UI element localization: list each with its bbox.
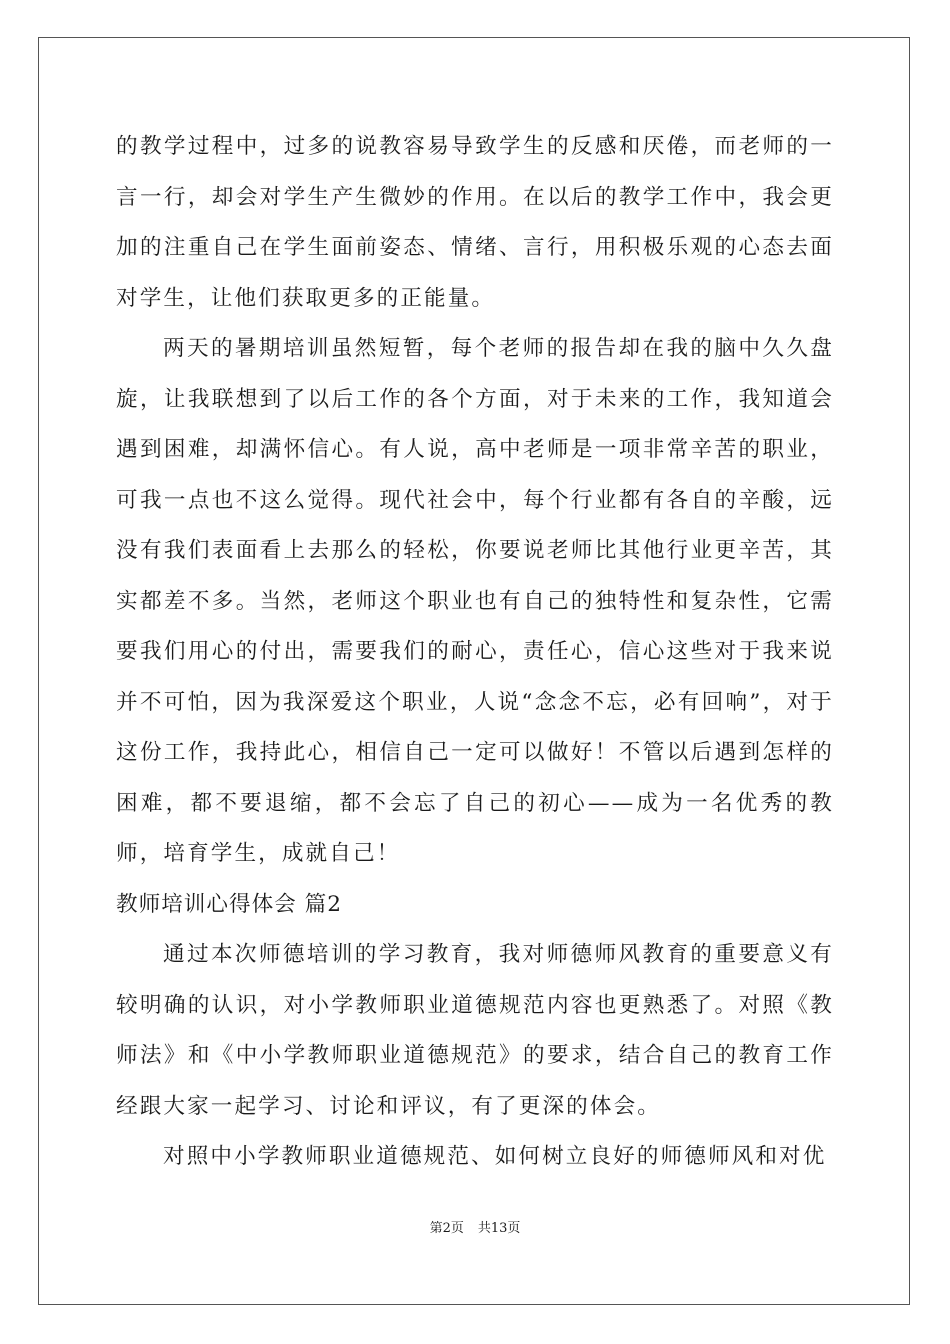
paragraph-continuation: 的教学过程中，过多的说教容易导致学生的反感和厌倦，而老师的一言一行，却会对学生产生微妙的作用。在以后的教学工作中，我会更加的注重自己在学生面前姿态、情绪、言行，用积极乐观的心态去面对学生，让他们获取更多的正能量。 bbox=[116, 134, 834, 311]
page-number: 第2页 bbox=[429, 1221, 464, 1236]
paragraph-ethics-norms: 对照中小学教师职业道德规范、如何树立良好的师德师风和对优 bbox=[163, 1144, 827, 1169]
paragraph-summer-training: 两天的暑期培训虽然短暂，每个老师的报告却在我的脑中久久盘旋，让我联想到了以后工作的各个方面，对于未来的工作，我知道会遇到困难，却满怀信心。有人说，高中老师是一项非常辛苦的职业，可我一点也不这么觉得。现代社会中，每个行业都有各自的辛酸，远没有我们表面看上去那么的轻松，你要说老师比其他行业更辛苦，其实都差不多。当然，老师这个职业也有自己的独特性和复杂性，它需要我们用心的付出，需要我们的耐心，责任心，信心这些对于我来说并不可怕，因为我深爱这个职业，人说“念念不忘，必有回响”，对于这份工作，我持此心，相信自己一定可以做好！不管以后遇到怎样的困难，都不要退缩，都不会忘了自己的初心——成为一名优秀的教师，培育学生，成就自己！ bbox=[116, 336, 834, 866]
section-heading: 教师培训心得体会 篇2 bbox=[116, 891, 342, 917]
paragraph-ethics-training: 通过本次师德培训的学习教育，我对师德师风教育的重要意义有较明确的认识，对小学教师职业道德规范内容也更熟悉了。对照《教师法》和《中小学教师职业道德规范》的要求，结合自己的教育工作经跟大家一起学习、讨论和评议，有了更深的体会。 bbox=[116, 942, 834, 1119]
page-footer bbox=[0, 1220, 950, 1238]
document-body bbox=[116, 122, 834, 1183]
page-total: 共13页 bbox=[477, 1221, 521, 1236]
